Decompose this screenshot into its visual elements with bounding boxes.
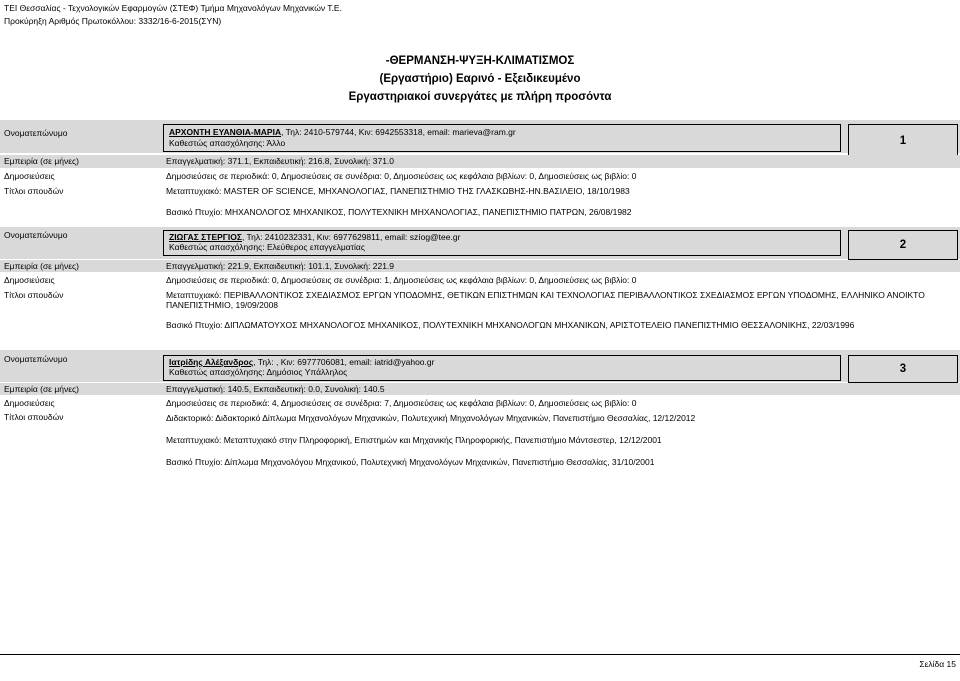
candidate-name-box: [163, 230, 841, 256]
candidate-name-line: [169, 357, 434, 367]
experience-value: Επαγγελματική: 140.5, Εκπαιδευτική: 0.0, Συνολική: 140.5: [166, 384, 385, 394]
experience-value: Επαγγελματική: 221.9, Εκπαιδευτική: 101.1, Συνολική: 221.9: [166, 261, 395, 271]
publications-value: Δημοσιεύσεις σε περιοδικά: 0, Δημοσιεύσεις σε συνέδρια: 1, Δημοσιεύσεις ως κεφάλαια βιβλίων: 0, Δημοσιεύσεις ως βιβλίο: 0: [166, 275, 637, 285]
name-label: Ονοματεπώνυμο: [4, 128, 68, 138]
candidate-name: ΑΡΧΟΝΤΗ ΕΥΑΝΘΙΑ-ΜΑΡΙΑ: [169, 127, 282, 137]
publications-value: Δημοσιεύσεις σε περιοδικά: 0, Δημοσιεύσεις σε συνέδρια: 0, Δημοσιεύσεις ως κεφάλαια βιβλίων: 0, Δημοσιεύσεις ως βιβλίο: 0: [166, 171, 637, 181]
publications-value: Δημοσιεύσεις σε περιοδικά: 4, Δημοσιεύσεις σε συνέδρια: 7, Δημοσιεύσεις ως κεφάλαια βιβλίων: 0, Δημοσιεύσεις ως βιβλίο: 0: [166, 398, 637, 408]
page-number: Σελίδα 15: [919, 659, 956, 669]
experience-row-background: [0, 260, 960, 272]
protocol-header: Προκύρηξη Αριθμός Πρωτοκόλλου: 3332/16-6-2015(ΣΥΝ): [4, 16, 222, 26]
semester-title: (Εργαστήριο) Εαρινό - Εξειδικευμένο: [379, 73, 581, 85]
degree-entry: Μεταπτυχιακό: MASTER OF SCIENCE, ΜΗΧΑΝΟΛΟΓΙΑΣ, ΠΑΝΕΠΙΣΤΗΜΙΟ ΤΗΣ ΓΛΑΣΚΩΒΗΣ-ΗΝ.ΒΑΣΙΛΕΙΟ, 18/10/1983: [166, 186, 630, 196]
candidate-status: Καθεστώς απασχόλησης: Ελεύθερος επαγγελματίας: [169, 242, 365, 252]
candidate-name-line: [169, 127, 516, 137]
name-label: Ονοματεπώνυμο: [4, 230, 68, 240]
candidate-number: 1: [848, 124, 958, 159]
degree-entry: Βασικό Πτυχίο: ΔΙΠΛΩΜΑΤΟΥΧΟΣ ΜΗΧΑΝΟΛΟΓΟΣ ΜΗΧΑΝΙΚΟΣ, ΠΟΛΥΤΕΧΝΙΚΗ ΜΗΧΑΝΟΛΟΓΩΝ ΜΗΧΑΝΙΚΩΝ, ΑΡΙΣΤΟΤΕΛΕΙΟ ΠΑΝΕΠΙΣΤΗΜΙΟ ΘΕΣΣΑΛΟΝΙΚΗΣ, 22/03/1996: [166, 320, 855, 330]
publications-label: Δημοσιεύσεις: [4, 275, 55, 285]
experience-row-background: [0, 383, 960, 395]
candidate-status: Καθεστώς απασχόλησης: Δημόσιος Υπάλληλος: [169, 367, 348, 377]
degree-entry: Μεταπτυχιακό: Μεταπτυχιακό στην Πληροφορική, Επιστημών και Μηχανικής Πληροφορικής, Πανεπιστήμιο Μάντσεστερ, 12/12/2001: [166, 435, 662, 445]
candidate-name-box: [163, 124, 841, 152]
candidate-name: ΖΙΩΓΑΣ ΣΤΕΡΓΙΟΣ: [169, 232, 242, 242]
candidate-number: 3: [848, 355, 958, 383]
candidate-card: [0, 120, 960, 228]
experience-label: Εμπειρία (σε μήνες): [4, 156, 79, 166]
experience-value: Επαγγελματική: 371.1, Εκπαιδευτική: 216.8, Συνολική: 371.0: [166, 156, 395, 166]
experience-label: Εμπειρία (σε μήνες): [4, 261, 79, 271]
experience-row-background: [0, 155, 960, 168]
degrees-label: Τίτλοι σπουδών: [4, 186, 64, 196]
candidate-contact: , Τηλ: 2410-579744, Κιν: 6942553318, email: marieva@ram.gr: [281, 127, 516, 137]
candidate-number: 2: [848, 230, 958, 260]
subject-title: -ΘΕΡΜΑΝΣΗ-ΨΥΞΗ-ΚΛΙΜΑΤΙΣΜΟΣ: [385, 55, 575, 67]
candidate-name-line: [169, 232, 460, 242]
experience-label: Εμπειρία (σε μήνες): [4, 384, 79, 394]
candidate-contact: , Τηλ: 2410232331, Κιν: 6977629811, email: szíog@tee.gr: [241, 232, 461, 242]
degrees-label: Τίτλοι σπουδών: [4, 290, 64, 300]
degree-entry: Διδακτορικό: Διδακτορικό Δίπλωμα Μηχανολόγων Μηχανικών, Πολυτεχνική Μηχανολόγων Μηχανικών, Πανεπιστήμιο Θεσσαλίας, 12/12/2012: [166, 413, 696, 423]
footer-divider: [0, 654, 960, 655]
publications-label: Δημοσιεύσεις: [4, 171, 55, 181]
publications-label: Δημοσιεύσεις: [4, 398, 55, 408]
name-label: Ονοματεπώνυμο: [4, 354, 68, 364]
institution-header: ΤΕΙ Θεσσαλίας - Τεχνολογικών Εφαρμογών (ΣΤΕΦ) Τμήμα Μηχανολόγων Μηχανικών Τ.Ε.: [4, 3, 342, 13]
degree-entry: Βασικό Πτυχίο: Δίπλωμα Μηχανολόγου Μηχανικού, Πολυτεχνική Μηχανολόγων Μηχανικών, Πανεπιστήμιο Θεσσαλίας, 31/10/2001: [166, 457, 655, 467]
degrees-label: Τίτλοι σπουδών: [4, 412, 64, 422]
candidate-status: Καθεστώς απασχόλησης: Άλλο: [169, 138, 286, 148]
candidate-name-box: [163, 355, 841, 381]
candidate-name: Ιατρίδης Αλέξανδρος: [169, 357, 254, 367]
degree-entry: Βασικό Πτυχίο: ΜΗΧΑΝΟΛΟΓΟΣ ΜΗΧΑΝΙΚΟΣ, ΠΟΛΥΤΕΧΝΙΚΗ ΜΗΧΑΝΟΛΟΓΙΑΣ, ΠΑΝΕΠΙΣΤΗΜΙΟ ΠΑΤΡΩΝ, 26/08/1982: [166, 207, 632, 217]
degree-entry: Μεταπτυχιακό: ΠΕΡΙΒΑΛΛΟΝΤΙΚΟΣ ΣΧΕΔΙΑΣΜΟΣ ΕΡΓΩΝ ΥΠΟΔΟΜΗΣ, ΘΕΤΙΚΩΝ ΕΠΙΣΤΗΜΩΝ ΚΑΙ ΤΕΧΝΟΛΟΓΙΑΣ ΠΕΡΙΒΑΛΛΟΝΤΙΚΟΣ ΣΧΕΔΙΑΣΜΟΣ ΕΡΓΩΝ ΥΠΟΔΟΜΗΣ, ΕΛΛΗΝΙΚΟ ΑΝΟΙΚΤΟ ΠΑΝΕΠΙΣΤΗΜΙΟ, 19/09/2008: [166, 290, 925, 310]
candidate-contact: , Τηλ: , Κιν: 6977706081, email: iatrid@yahoo.gr: [253, 357, 435, 367]
candidate-card: [0, 227, 960, 352]
candidate-card: [0, 350, 960, 480]
category-title: Εργαστηριακοί συνεργάτες με πλήρη προσόντα: [348, 91, 612, 103]
